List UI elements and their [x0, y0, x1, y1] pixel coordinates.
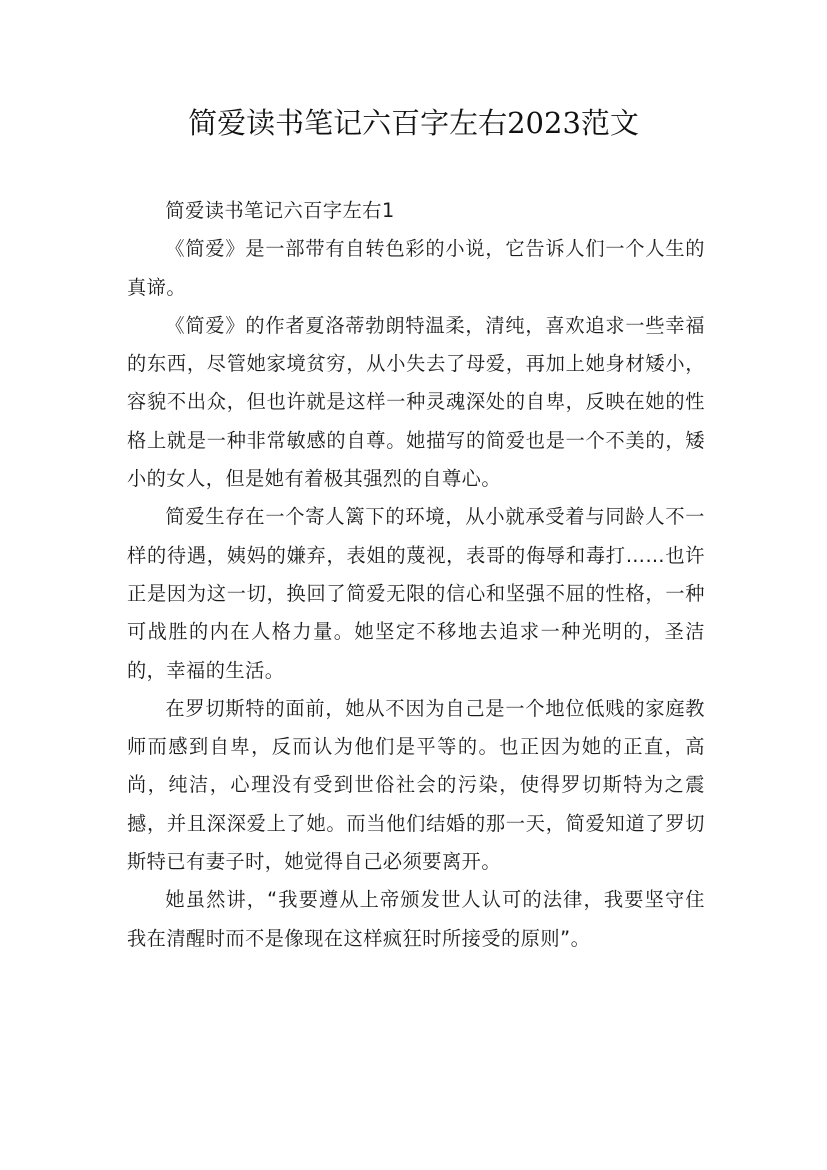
paragraph: 《简爱》的作者夏洛蒂勃朗特温柔，清纯，喜欢追求一些幸福的东西，尽管她家境贫穷，从小失去了母爱，再加上她身材矮小，容貌不出众，但也许就是这样一种灵魂深处的自卑，反映在她的性格上就是一种非常敏感的自尊。她描写的简爱也是一个不美的，矮小的女人，但是她有着极其强烈的自尊心。 [127, 313, 705, 491]
paragraph: 《简爱》是一部带有自转色彩的小说，它告诉人们一个人生的真谛。 [127, 237, 705, 299]
paragraph: 她虽然讲，“我要遵从上帝颁发世人认可的法律，我要坚守住我在清醒时而不是像现在这样疯狂时所接受的原则”。 [127, 888, 705, 950]
section-heading: 简爱读书笔记六百字左右1 [165, 199, 395, 222]
document-title: 简爱读书笔记六百字左右2023范文 [188, 106, 639, 140]
paragraph: 简爱生存在一个寄人篱下的环境，从小就承受着与同龄人不一样的待遇，姨妈的嫌弃，表姐的蔑视，表哥的侮辱和毒打……也许正是因为这一切，换回了简爱无限的信心和坚强不屈的性格，一种可战胜的内在人格力量。她坚定不移地去追求一种光明的，圣洁的，幸福的生活。 [127, 505, 705, 682]
document-body [127, 192, 705, 958]
paragraph: 在罗切斯特的面前，她从不因为自己是一个地位低贱的家庭教师而感到自卑，反而认为他们是平等的。也正因为她的正直，高尚，纯洁，心理没有受到世俗社会的污染，使得罗切斯特为之震撼，并且深深爱上了她。而当他们结婚的那一天，简爱知道了罗切斯特已有妻子时，她觉得自己必须要离开。 [127, 696, 705, 874]
